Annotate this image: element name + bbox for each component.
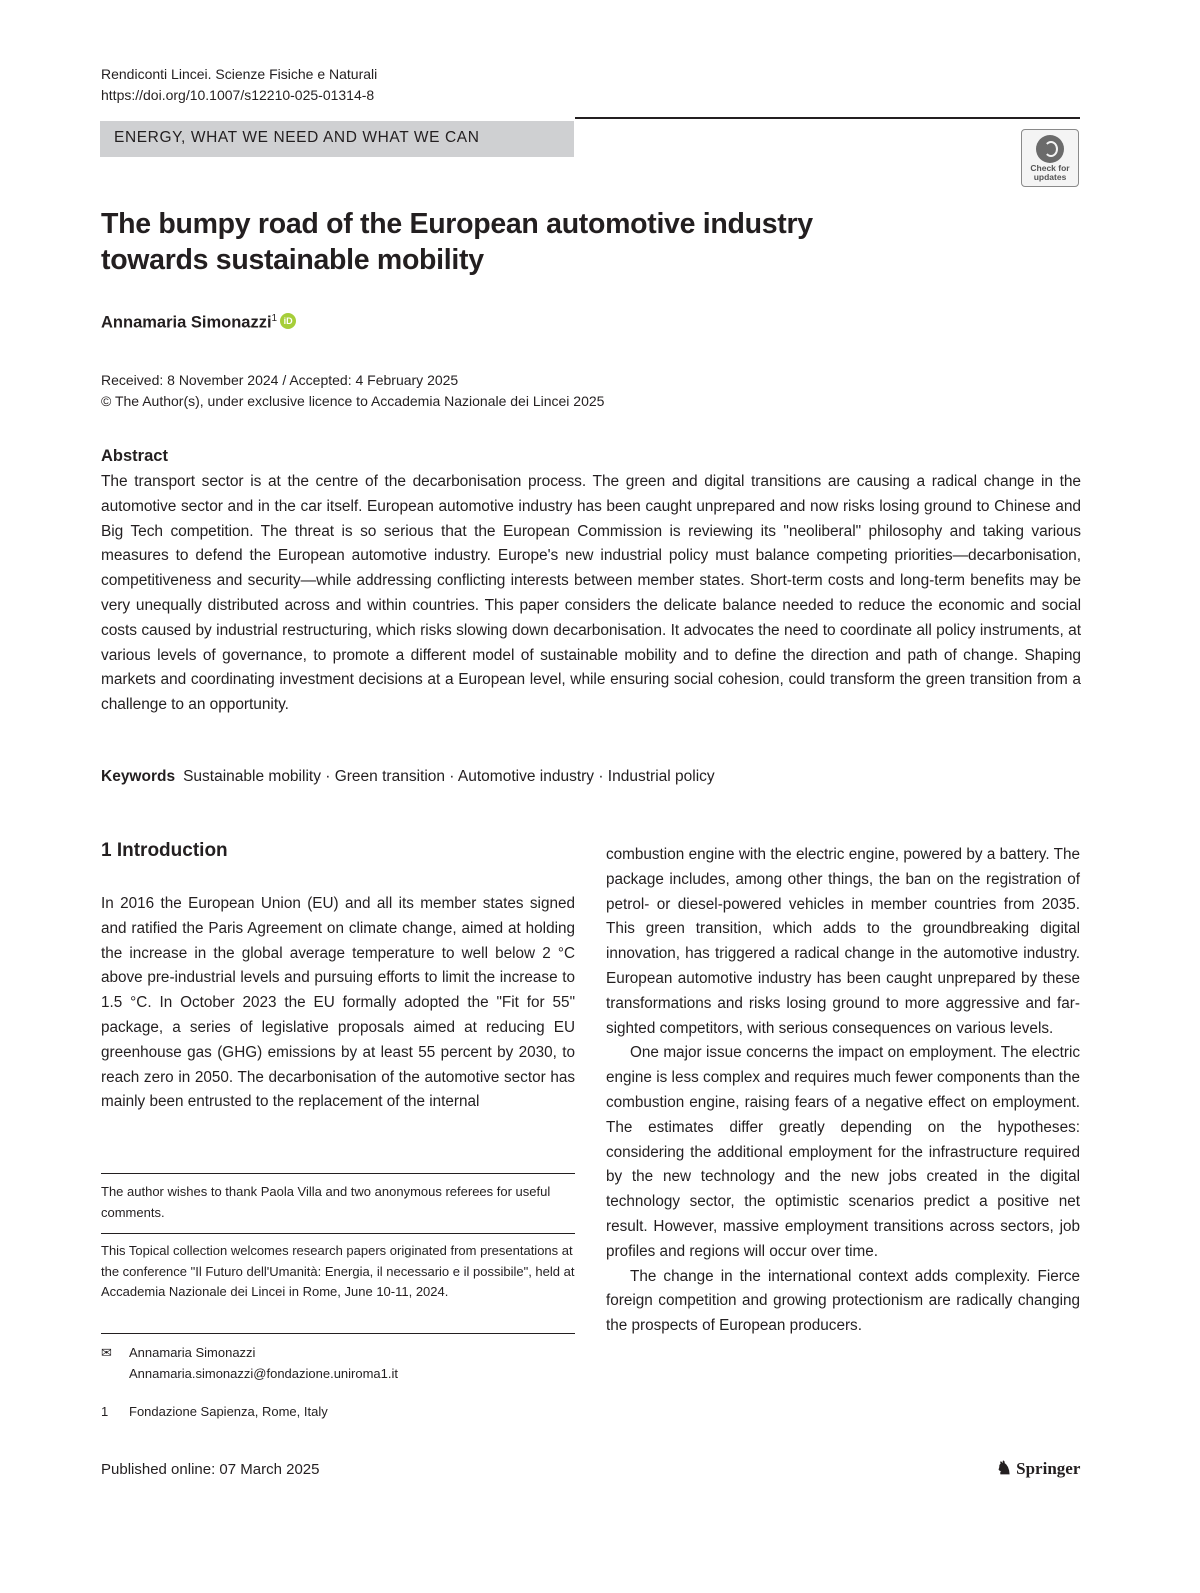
abstract-text: The transport sector is at the centre of the decarbonisation process. The green and digital transitions are causing a radical change in the automotive sector and in the car itself. European automotive industry has been caught unprepared and now risks losing ground to Chinese and Big Tech competition. The threat is so serious that the European Commission is reviewing its "neoliberal" philosophy and taking various measures to defend the European automotive industry. Europe's new industrial policy must balance competing priorities—decarbonisation, competitiveness and security—while addressing conflicting interests between member states. Short-term costs and long-term benefits may be very unequally distributed across and within countries. This paper considers the delicate balance needed to reduce the economic and social costs caused by industrial restructuring, which risks slowing down decarbonisation. It advocates the need to coordinate all policy instruments, at various levels of governance, to promote a different model of sustainable mobility and to define the direction and path of change. Shaping markets and coordinating investment decisions at a European level, while ensuring social cohesion, could transform the green transition from a challenge to an opportunity.	[101, 473, 1081, 714]
publisher-logo[interactable]	[996, 1458, 1080, 1479]
article-title	[101, 206, 921, 278]
intro-paragraph: One major issue concerns the impact on employment. The electric engine is less complex and requires much fewer components than the combustion engine, raising fears of a negative effect on employment. The estimates differ greatly depending on the hypotheses: considering the additional employment for the infrastructure required by the new technology and the new jobs created in the digital technology sector, the optimistic scenarios predict a positive net result. However, massive employment transitions across sectors, job profiles and regions will occur over time.	[606, 1044, 1080, 1260]
keywords	[101, 768, 715, 786]
received-accepted: Received: 8 November 2024 / Accepted: 4 February 2025	[101, 372, 459, 388]
intro-paragraph: combustion engine with the electric engine, powered by a battery. The package includes, among other things, the ban on the registration of petrol- or diesel-powered vehicles in member countries from 2035. This green transition, which adds to the groundbreaking digital innovation, has triggered a radical change in the automotive industry. European automotive industry has been caught unprepared by these transformations and risks losing ground to more aggressive and far-sighted competitors, with serious consequences on various levels.	[606, 846, 1080, 1037]
journal-header	[101, 64, 377, 106]
author-line	[101, 313, 296, 333]
corresponding-author	[101, 1343, 398, 1384]
header-rule	[575, 117, 1080, 119]
author-affiliation-mark: 1	[271, 313, 278, 324]
keywords-list: Sustainable mobility · Green transition · Automotive industry · Industrial policy	[183, 768, 715, 785]
footnote-rule	[101, 1233, 575, 1234]
footnote-rule	[101, 1333, 575, 1334]
author-name: Annamaria Simonazzi	[101, 313, 272, 332]
contact-name: Annamaria Simonazzi	[129, 1345, 256, 1360]
published-online: Published online: 07 March 2025	[101, 1461, 320, 1478]
journal-name: Rendiconti Lincei. Scienze Fisiche e Naturali	[101, 66, 378, 82]
keywords-label: Keywords	[101, 768, 176, 785]
abstract-heading: Abstract	[101, 447, 168, 465]
article-dates	[101, 370, 604, 412]
affiliation-text: Fondazione Sapienza, Rome, Italy	[129, 1404, 328, 1419]
affiliation-mark: 1	[101, 1404, 109, 1419]
publisher-name: Springer	[1016, 1459, 1081, 1478]
update-icon	[1036, 135, 1064, 163]
springer-horse-icon: ♞	[996, 1458, 1013, 1478]
footnote-collection: This Topical collection welcomes research papers originated from presentations at the conference "Il Futuro dell'Umanità: Energia, il necessario e il possibile", held at Accademia Nazionale dei Lincei in Rome, June 10-11, 2024.	[101, 1243, 575, 1299]
contact-email[interactable]: Annamaria.simonazzi@fondazione.uniroma1.it	[129, 1365, 399, 1381]
affiliation	[101, 1402, 328, 1423]
orcid-icon[interactable]: iD	[280, 313, 296, 329]
copyright: © The Author(s), under exclusive licence to Accademia Nazionale dei Lincei 2025	[101, 393, 605, 409]
envelope-icon: ✉	[101, 1345, 112, 1360]
badge-text: Check for updates	[1030, 163, 1070, 182]
intro-column-2	[606, 843, 1080, 1339]
intro-column-1: In 2016 the European Union (EU) and all its member states signed and ratified the Paris Agreement on climate change, aimed at holding the increase in the global average temperature to well below 2 °C above pre-industrial levels and pursuing efforts to limit the increase to 1.5 °C. In October 2023 the EU formally adopted the "Fit for 55" package, a series of legislative proposals aimed at reducing EU greenhouse gas (GHG) emissions by at least 55 percent by 2030, to reach zero in 2050. The decarbonisation of the automotive sector has mainly been entrusted to the replacement of the internal	[101, 895, 575, 1111]
check-for-updates-badge[interactable]	[1021, 129, 1079, 187]
intro-paragraph: The change in the international context adds complexity. Fierce foreign competition and growing protectionism are radically changing the prospects of European producers.	[606, 1267, 1080, 1335]
title-line-2: towards sustainable mobility	[101, 244, 484, 276]
title-line-1: The bumpy road of the European automotive industry	[101, 208, 813, 240]
section-heading-introduction: 1 Introduction	[101, 840, 228, 861]
footnote-rule	[101, 1173, 575, 1174]
footnote-thanks: The author wishes to thank Paola Villa and two anonymous referees for useful comments.	[101, 1184, 551, 1220]
doi-link[interactable]: https://doi.org/10.1007/s12210-025-01314-8	[101, 87, 375, 103]
section-label: ENERGY, WHAT WE NEED AND WHAT WE CAN	[114, 129, 480, 146]
